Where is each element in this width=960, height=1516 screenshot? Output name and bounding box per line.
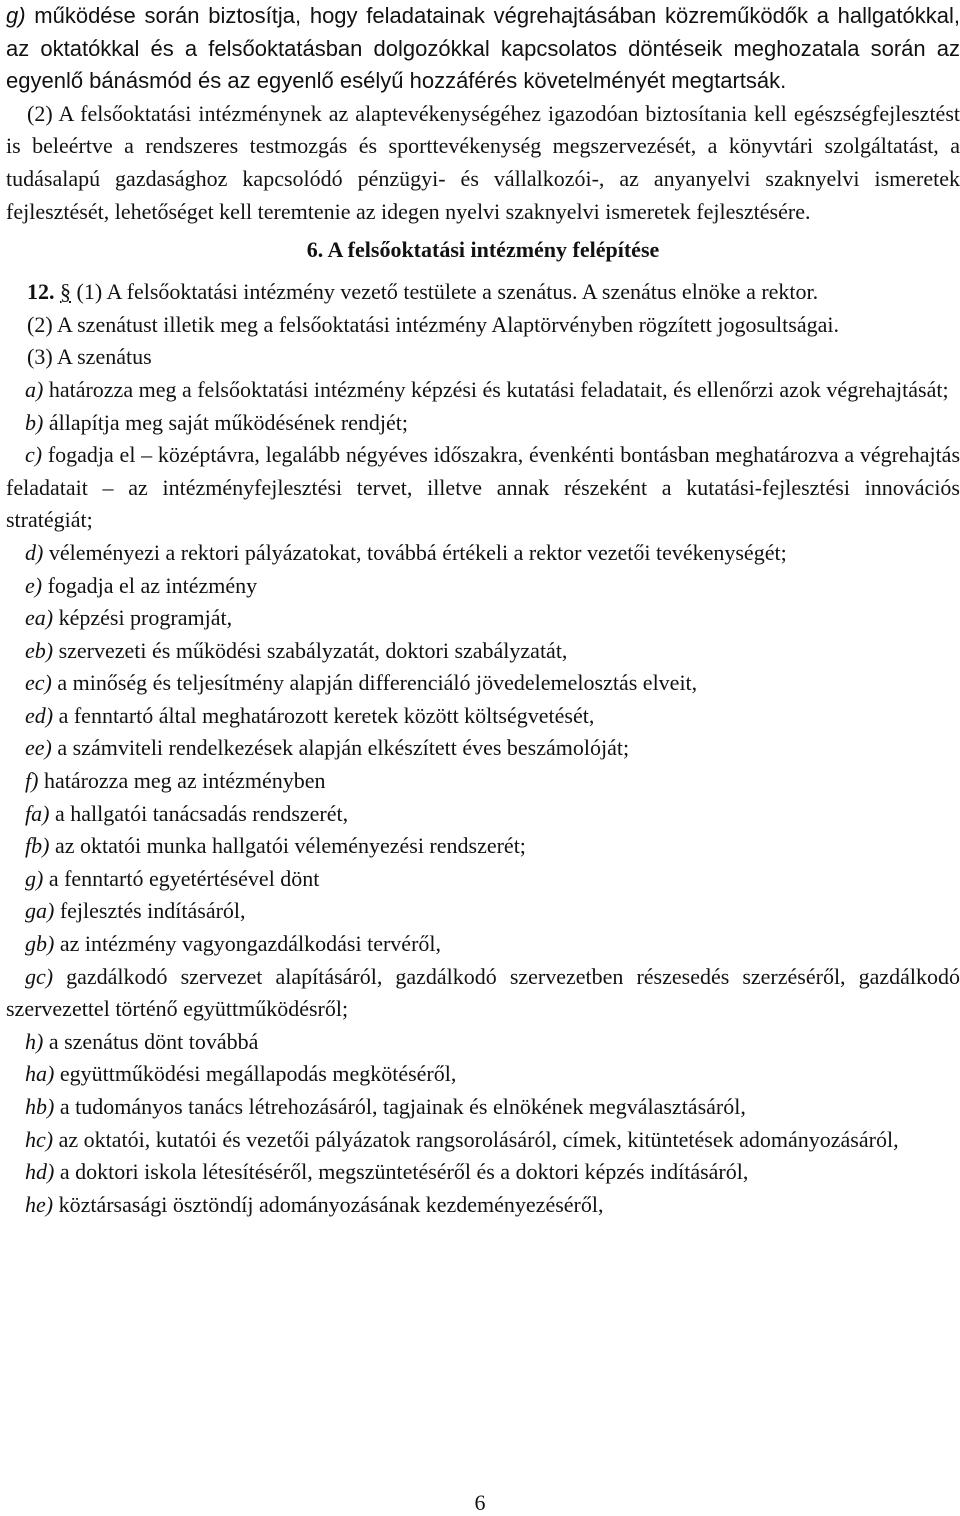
list-item-text: határozza meg az intézményben bbox=[43, 768, 326, 794]
item-g-top bbox=[6, 0, 960, 98]
list-item bbox=[6, 765, 960, 798]
list-item-text: fogadja el az intézmény bbox=[47, 572, 258, 598]
list-item-text: véleményezi a rektori pályázatokat, továbbá értékeli a rektor vezetői tevékenységét; bbox=[48, 539, 787, 565]
list-item-label: e) bbox=[25, 572, 43, 598]
paragraph-2: (2) A felsőoktatási intézménynek az alaptevékenységéhez igazodóan biztosítania kell egészségfejlesztést is beleértve a rendszeres testmozgás és sporttevékenység megszervezését, a könyvtári szolgáltatást, a tudásalapú gazdasághoz kapcsolódó pénzügyi- és vállalkozói-, az anyanyelvi szaknyelvi ismeretek fejlesztését, lehetőséget kell teremtenie az idegen nyelvi szaknyelvi ismeretek fejlesztésére. bbox=[6, 100, 960, 224]
list-item-text: a tudományos tanács létrehozásáról, tagjainak és elnökének megválasztásáról, bbox=[59, 1094, 746, 1119]
list-item bbox=[6, 635, 960, 668]
list-item-label: f) bbox=[25, 768, 39, 794]
list-item-text: együttműködési megállapodás megkötéséről, bbox=[59, 1061, 457, 1087]
list-item bbox=[6, 1156, 960, 1189]
list-item-text: fejlesztés indításáról, bbox=[59, 898, 246, 924]
list-items bbox=[6, 374, 960, 1221]
list-item-text: gazdálkodó szervezet alapításáról, gazdálkodó szervezetben részesedés szerzéséről, gazdálkodó szervezettel történő együttműködésről; bbox=[6, 963, 960, 1022]
list-item bbox=[6, 895, 960, 928]
list-item bbox=[6, 570, 960, 603]
page-number: 6 bbox=[474, 1490, 486, 1515]
list-item bbox=[6, 1026, 960, 1059]
list-item-text: a minőség és teljesítmény alapján differenciáló jövedelemelosztás elveit, bbox=[57, 670, 698, 696]
list-item bbox=[6, 700, 960, 733]
section-12-p2: (2) A szenátust illetik meg a felsőoktatási intézmény Alaptörvényben rögzített jogosultságai. bbox=[27, 311, 839, 337]
list-item-label: gb) bbox=[25, 931, 55, 957]
section-12-p3: (3) A szenátus bbox=[27, 344, 152, 370]
list-item bbox=[6, 1058, 960, 1091]
item-text: működése során biztosítja, hogy feladatainak végrehajtásában közreműködők a hallgatókkal, az oktatókkal és a felsőoktatásban dolgozókkal kapcsolatos döntéseik meghozatala során az egyenlő bánásmód és az egyenlő esélyű hozzáférés követelményét megtartsák. bbox=[6, 3, 960, 94]
list-item-text: az oktatói, kutatói és vezetői pályázatok rangsorolásáról, címek, kitüntetések adományozásáról, bbox=[58, 1126, 899, 1152]
list-item bbox=[6, 439, 960, 537]
section-sign: § bbox=[60, 279, 71, 305]
list-item-text: az oktatói munka hallgatói véleményezési rendszerét; bbox=[54, 833, 526, 859]
list-item bbox=[6, 374, 960, 407]
list-item bbox=[6, 1091, 960, 1124]
list-item-label: hc) bbox=[25, 1126, 54, 1152]
list-item-text: határozza meg a felsőoktatási intézmény képzési és kutatási feladatait, és ellenőrzi azok végrehajtását; bbox=[48, 376, 949, 402]
list-item-text: a hallgatói tanácsadás rendszerét, bbox=[54, 800, 349, 826]
list-item-label: d) bbox=[25, 539, 44, 565]
section-heading: 6. A felsőoktatási intézmény felépítése bbox=[306, 237, 660, 263]
list-item bbox=[6, 961, 960, 1026]
list-item-text: a fenntartó által meghatározott keretek között költségvetését, bbox=[58, 702, 595, 728]
list-item-label: c) bbox=[25, 442, 43, 468]
list-item-label: g) bbox=[25, 865, 44, 891]
list-item-label: h) bbox=[25, 1028, 44, 1054]
list-item bbox=[6, 863, 960, 896]
list-item-text: képzési programját, bbox=[58, 605, 233, 631]
list-item-text: szervezeti és működési szabályzatát, doktori szabályzatát, bbox=[58, 637, 568, 663]
list-item-label: ha) bbox=[25, 1061, 55, 1087]
list-item bbox=[6, 1189, 960, 1222]
list-item-label: ee) bbox=[25, 735, 52, 761]
list-item-label: ed) bbox=[25, 702, 54, 728]
list-item-label: ec) bbox=[25, 670, 52, 696]
list-item-text: a számviteli rendelkezések alapján elkészített éves beszámolóját; bbox=[57, 735, 630, 761]
list-item-text: köztársasági ösztöndíj adományozásának kezdeményezéséről, bbox=[58, 1191, 604, 1217]
section-12-p1-text: (1) A felsőoktatási intézmény vezető testülete a szenátus. A szenátus elnöke a rektor. bbox=[76, 279, 819, 305]
list-item bbox=[6, 537, 960, 570]
list-item bbox=[6, 407, 960, 440]
list-item-label: a) bbox=[25, 376, 44, 402]
list-item-label: fb) bbox=[25, 833, 50, 859]
list-item-text: fogadja el – középtávra, legalább négyéves időszakra, évenkénti bontásban meghatározva a végrehajtás feladatait – az intézményfejlesztési tervet, illetve annak részeként a kutatási-fejlesztési innovációs stratégiát; bbox=[6, 442, 960, 533]
list-item-text: a szenátus dönt továbbá bbox=[48, 1028, 259, 1054]
list-item-label: eb) bbox=[25, 637, 54, 663]
list-item-text: állapítja meg saját működésének rendjét; bbox=[48, 409, 409, 435]
list-item bbox=[6, 667, 960, 700]
list-item-label: he) bbox=[25, 1191, 54, 1217]
section-number: 12. bbox=[27, 279, 55, 305]
list-item-label: hd) bbox=[25, 1159, 55, 1185]
list-item-label: gc) bbox=[25, 963, 54, 989]
item-label: g) bbox=[6, 3, 26, 28]
list-item-label: ga) bbox=[25, 898, 55, 924]
list-item-text: a doktori iskola létesítéséről, megszüntetéséről és a doktori képzés indításáról, bbox=[59, 1159, 749, 1185]
list-item-label: hb) bbox=[25, 1094, 55, 1119]
list-item-text: a fenntartó egyetértésével dönt bbox=[48, 865, 320, 891]
list-item bbox=[6, 732, 960, 765]
list-item bbox=[6, 1124, 960, 1157]
list-item-text: az intézmény vagyongazdálkodási tervéről, bbox=[59, 931, 442, 957]
list-item-label: b) bbox=[25, 409, 44, 435]
list-item bbox=[6, 830, 960, 863]
section-12-p1 bbox=[6, 276, 960, 309]
list-item bbox=[6, 798, 960, 831]
document-page bbox=[6, 0, 960, 1221]
list-item bbox=[6, 602, 960, 635]
list-item-label: fa) bbox=[25, 800, 50, 826]
list-item bbox=[6, 928, 960, 961]
list-item-label: ea) bbox=[25, 605, 54, 631]
